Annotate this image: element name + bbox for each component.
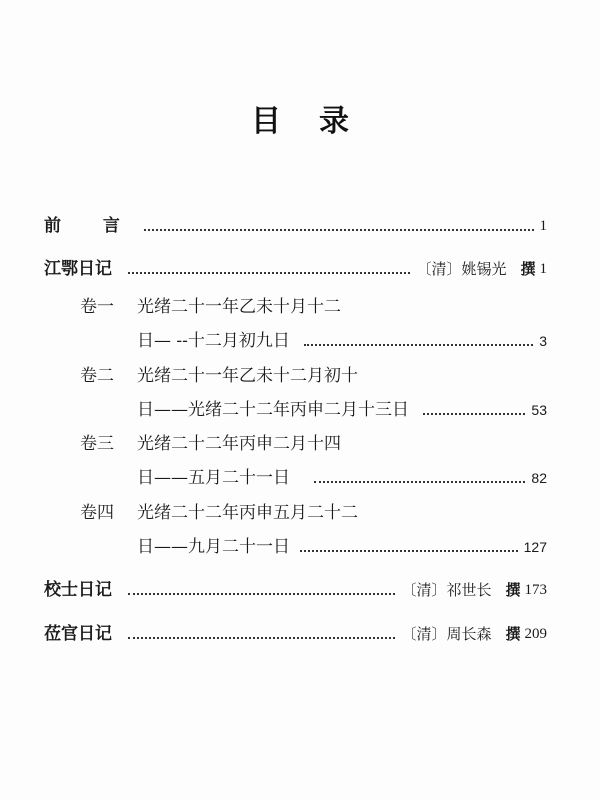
page-number: 173: [524, 582, 547, 598]
toc-entry-label: 江鄂日记: [44, 259, 112, 279]
dot-leader: [128, 622, 395, 646]
toc-entry-label: 莅官日记: [44, 624, 112, 644]
volume-label: 卷一: [80, 297, 114, 317]
page-number: 1: [539, 261, 547, 277]
toc-entry-label: 校士日记: [44, 580, 112, 600]
toc-entry-xiaoshi-diary[interactable]: [44, 576, 547, 602]
volume-title: 光绪二十二年丙申五月二十二: [137, 503, 358, 523]
volume-title-cont: 日——五月二十一日: [137, 468, 290, 488]
page-number: 53: [531, 402, 547, 418]
author: 〔清〕姚锡光: [416, 260, 507, 278]
toc-volume-2-line1[interactable]: [80, 362, 547, 388]
page-number: 3: [539, 333, 547, 349]
toc-volume-4-line2[interactable]: [137, 533, 547, 559]
dot-leader: [314, 466, 525, 490]
dot-leader: [423, 398, 525, 422]
page-number: 209: [524, 626, 547, 642]
dot-leader: [144, 214, 534, 238]
toc-volume-2-line2[interactable]: [137, 396, 547, 422]
author-role: 撰: [505, 625, 521, 643]
page-title: 目录: [251, 104, 387, 139]
page-number: 1: [539, 218, 547, 234]
volume-title-cont: 日——光绪二十二年丙申二月十三日: [137, 400, 409, 420]
volume-label: 卷四: [80, 503, 114, 523]
page-number: 82: [531, 470, 547, 486]
volume-title: 光绪二十二年丙申二月十四: [137, 434, 341, 454]
volume-title: 光绪二十一年乙未十月十二: [137, 297, 341, 317]
toc-volume-3-line2[interactable]: [137, 464, 547, 490]
dot-leader: [304, 329, 533, 353]
author-role: 撰: [505, 581, 521, 599]
toc-volume-1-line2[interactable]: [137, 327, 547, 353]
dot-leader: [128, 578, 395, 602]
dot-leader: [128, 257, 410, 281]
volume-label: 卷二: [80, 366, 114, 386]
volume-title: 光绪二十一年乙未十二月初十: [137, 366, 358, 386]
toc-volume-1-line1[interactable]: [80, 293, 547, 319]
toc-volume-3-line1[interactable]: [80, 430, 547, 456]
page-number: 127: [523, 539, 547, 555]
author: 〔清〕周长森: [401, 625, 492, 643]
volume-title-cont: 日——九月二十一日: [137, 537, 290, 557]
toc-entry-preface[interactable]: [44, 212, 547, 238]
toc-entry-jiange-diary[interactable]: [44, 255, 547, 281]
author: 〔清〕祁世长: [401, 581, 492, 599]
toc-entry-label: 前 言: [44, 216, 138, 236]
toc-volume-4-line1[interactable]: [80, 499, 547, 525]
toc-entry-liguan-diary[interactable]: [44, 620, 547, 646]
volume-title-cont: 日— --十二月初九日: [137, 331, 290, 351]
volume-label: 卷三: [80, 434, 114, 454]
dot-leader: [300, 535, 518, 559]
author-role: 撰: [520, 260, 536, 278]
